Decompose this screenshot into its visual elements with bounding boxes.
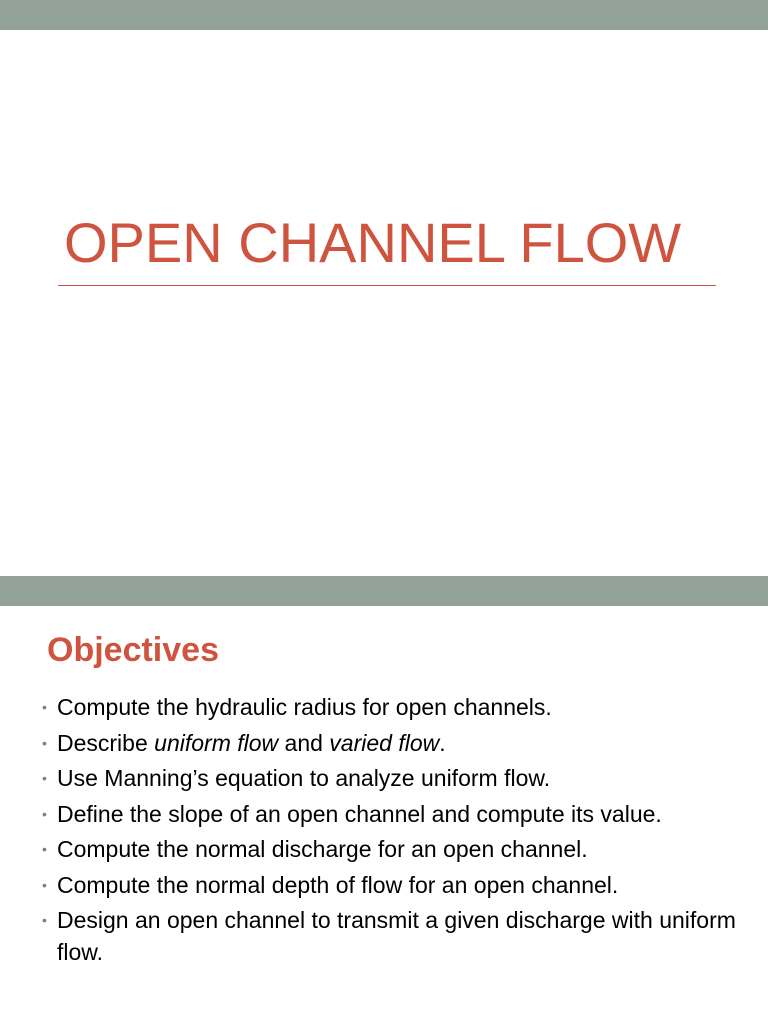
bullet-text: Use Manning’s equation to analyze uniform flow.	[57, 765, 551, 791]
bullet-text: Define the slope of an open channel and compute its value.	[57, 800, 662, 827]
bullet-marker: •	[42, 734, 47, 751]
emphasis-varied-flow: varied flow	[329, 729, 440, 756]
bullet-text: Design an open channel to transmit a given discharge with uniform flow.	[57, 907, 736, 965]
slide1-header-band	[0, 0, 768, 30]
bullet-marker: •	[42, 699, 47, 715]
slide1-title: OPEN CHANNEL FLOW	[64, 211, 682, 274]
bullet-marker: •	[42, 805, 47, 822]
bullet-marker: •	[42, 912, 47, 928]
list-item	[40, 728, 740, 760]
bullet-marker: •	[42, 841, 47, 857]
slide1-title-rule	[58, 285, 716, 286]
slide2-header-band	[0, 576, 768, 606]
list-item	[40, 692, 740, 724]
list-item	[40, 870, 740, 902]
list-item	[40, 834, 740, 866]
slide2-title: Objectives	[47, 631, 219, 669]
list-item	[40, 763, 740, 795]
list-item	[40, 905, 740, 968]
bullet-text: Describe uniform flow and varied flow.	[57, 729, 446, 756]
bullet-marker: •	[42, 770, 47, 786]
bullet-text: Compute the normal discharge for an open channel.	[57, 836, 588, 862]
list-item	[40, 799, 740, 831]
bullet-text: Compute the normal depth of flow for an open channel.	[57, 871, 619, 898]
bullet-text: Compute the hydraulic radius for open channels.	[57, 694, 552, 720]
emphasis-uniform-flow: uniform flow	[154, 729, 279, 756]
objectives-list	[40, 692, 740, 972]
bullet-marker: •	[42, 876, 47, 893]
